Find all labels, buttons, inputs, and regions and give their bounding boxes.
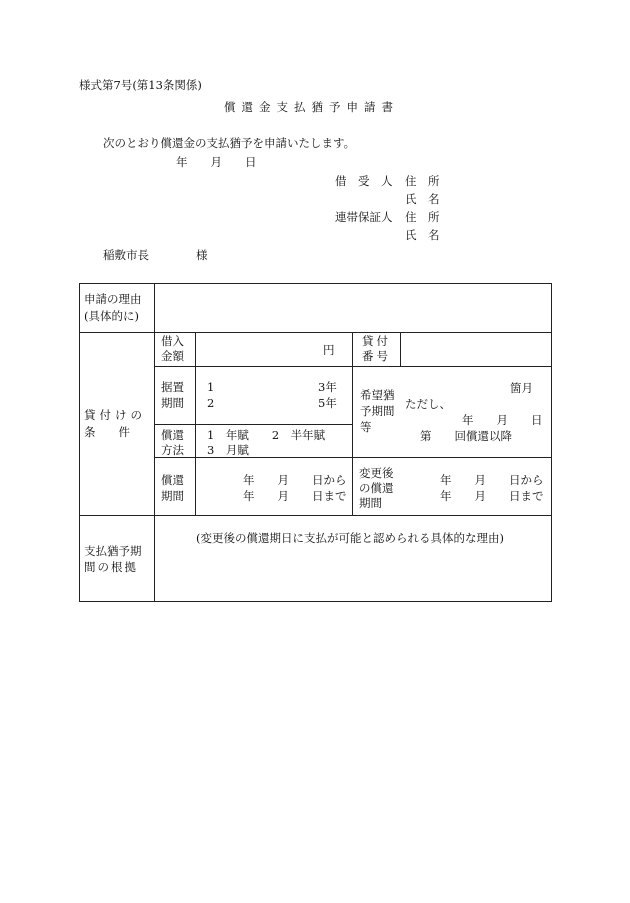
guarantor-address-label: 住 所 xyxy=(405,210,440,224)
guarantor-label: 連帯保証人 xyxy=(335,210,393,224)
grace-option-1-value: 3年 xyxy=(318,380,337,394)
document-title: 償還金支払猶予申請書 xyxy=(224,100,399,114)
desired-label-1: 希望猶 xyxy=(360,388,395,402)
changed-period-to: 年 月 日まで xyxy=(440,489,544,503)
borrower-address-label: 住 所 xyxy=(405,174,440,188)
period-label-1: 償還 xyxy=(161,473,184,487)
changed-label-2: の償還 xyxy=(359,481,394,495)
row-divider xyxy=(79,332,552,333)
row-divider xyxy=(154,366,552,367)
intro-text: 次のとおり償還金の支払猶予を申請いたします。 xyxy=(103,136,356,150)
col-divider xyxy=(195,332,196,515)
loan-number-label-2: 番号 xyxy=(362,349,391,363)
row-divider xyxy=(79,515,552,516)
months-unit: 箇月 xyxy=(510,381,533,395)
desired-label-3: 等 xyxy=(360,420,372,434)
changed-label-1: 変更後 xyxy=(359,466,394,480)
basis-note: (変更後の償還期日に支払が可能と認められる具体的な理由) xyxy=(196,531,504,545)
desired-label-2: 予期間 xyxy=(360,404,395,418)
col-divider xyxy=(352,332,353,515)
loan-amount-label-1: 借入 xyxy=(161,334,184,348)
grace-option-2-number: 2 xyxy=(207,396,215,410)
date-line: 年 月 日 xyxy=(176,155,257,169)
grace-option-2-value: 5年 xyxy=(318,396,337,410)
reason-label-2: (具体的に) xyxy=(84,309,139,323)
period-from: 年 月 日から xyxy=(243,473,347,487)
loan-amount-label-2: 金額 xyxy=(161,349,184,363)
method-label-1: 償還 xyxy=(161,428,184,442)
grace-option-1-number: 1 xyxy=(207,380,215,394)
grace-label-2: 期間 xyxy=(161,396,184,410)
desired-date: 年 月 日 xyxy=(462,413,543,427)
borrower-label: 借 受 人 xyxy=(335,174,393,188)
loan-number-label-1: 貸付 xyxy=(362,334,391,348)
basis-label-1: 支払猶予期 xyxy=(84,544,142,558)
however-text: ただし、 xyxy=(405,397,451,411)
from-installment: 第 回償還以降 xyxy=(420,429,512,443)
borrower-name-label: 氏 名 xyxy=(405,192,440,206)
addressee-honorific: 様 xyxy=(196,248,208,262)
method-options-2: 3 月賦 xyxy=(207,443,249,457)
conditions-label-1: 貸付けの xyxy=(84,408,146,422)
grace-label-1: 据置 xyxy=(161,380,184,394)
period-to: 年 月 日まで xyxy=(243,489,347,503)
reason-label-1: 申請の理由 xyxy=(84,292,142,306)
yen-unit: 円 xyxy=(323,343,335,357)
col-divider xyxy=(400,332,401,367)
basis-label-2: 間の根拠 xyxy=(84,560,138,574)
period-label-2: 期間 xyxy=(161,489,184,503)
changed-period-from: 年 月 日から xyxy=(440,473,544,487)
method-label-2: 方法 xyxy=(161,443,184,457)
addressee: 稲敷市長 xyxy=(103,248,149,262)
changed-label-3: 期間 xyxy=(359,496,382,510)
row-divider xyxy=(154,424,352,425)
guarantor-name-label: 氏 名 xyxy=(405,228,440,242)
method-options-1: 1 年賦 2 半年賦 xyxy=(207,428,326,442)
conditions-label-2: 条 件 xyxy=(84,425,130,439)
form-number: 様式第7号(第13条関係) xyxy=(79,78,202,92)
col-divider xyxy=(154,283,155,602)
